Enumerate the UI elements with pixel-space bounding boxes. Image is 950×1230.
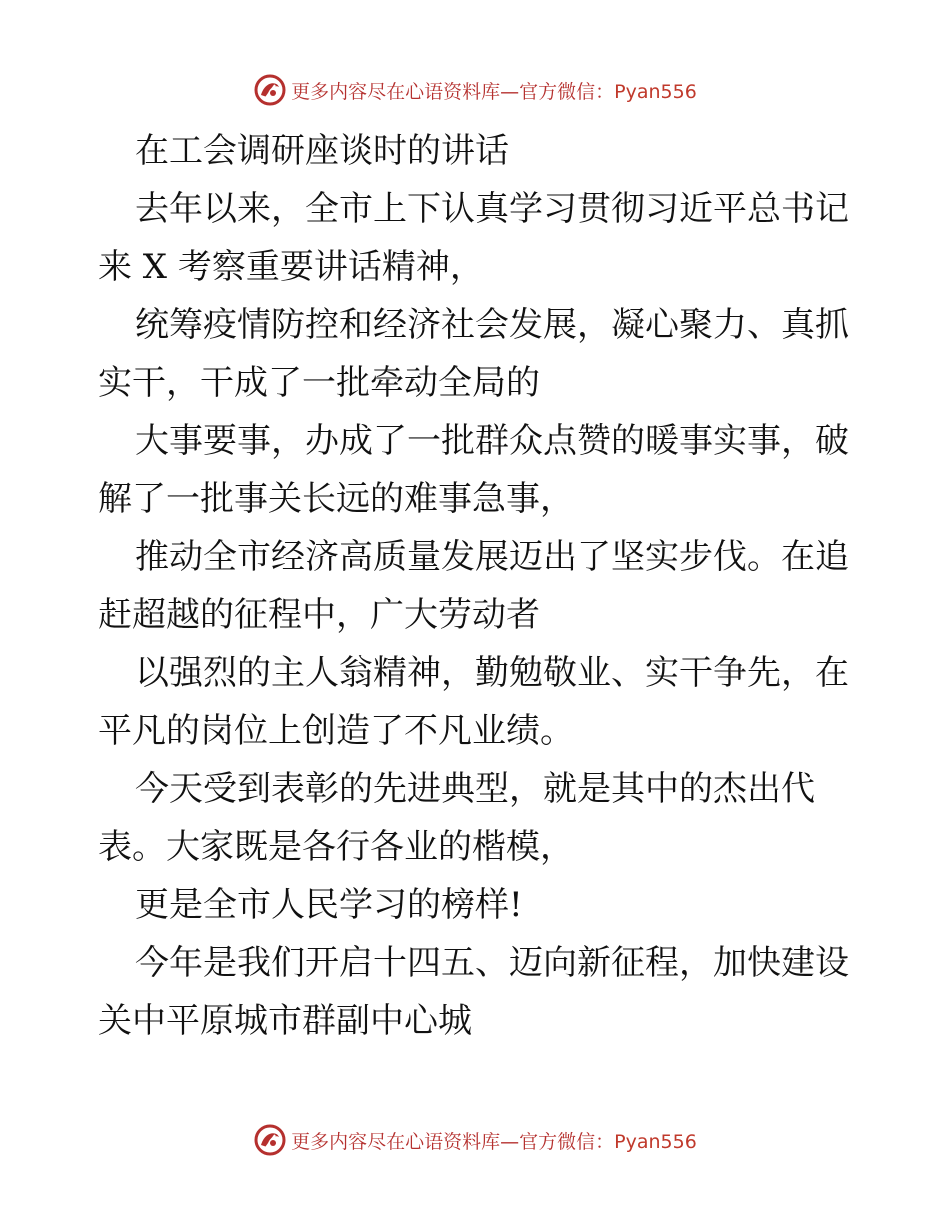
- header-banner: [0, 72, 950, 108]
- paragraph-line: 大事要事，办成了一批群众点赞的暖事实事，破: [135, 421, 849, 461]
- document-title: 在工会调研座谈时的讲话: [135, 131, 509, 171]
- paragraph-line: 关中平原城市群副中心城: [98, 1001, 472, 1041]
- paragraph-line: 以强烈的主人翁精神，勤勉敬业、实干争先，在: [135, 653, 849, 693]
- paragraph-line: 解了一批事关长远的难事急事，: [98, 479, 574, 519]
- footer-banner-label: 更多内容尽在心语资料库—官方微信：: [291, 1130, 615, 1153]
- footer-banner: [0, 1122, 950, 1158]
- paragraph-line: 平凡的岗位上创造了不凡业绩。: [98, 711, 574, 751]
- paragraph-line: 更是全市人民学习的榜样!: [135, 885, 523, 925]
- red-swirl-logo-icon: [253, 73, 287, 107]
- red-swirl-logo-icon: [253, 1123, 287, 1157]
- header-wechat-handle: Pyan556: [614, 80, 697, 103]
- document-body: [98, 122, 858, 1050]
- paragraph-line: 表。大家既是各行各业的楷模，: [98, 827, 574, 867]
- header-banner-text: [291, 77, 697, 104]
- footer-wechat-handle: Pyan556: [614, 1130, 697, 1153]
- paragraph-line: 今年是我们开启十四五、迈向新征程，加快建设: [135, 943, 849, 983]
- footer-banner-text: [291, 1127, 697, 1154]
- paragraph-line: 推动全市经济高质量发展迈出了坚实步伐。在追: [135, 537, 849, 577]
- paragraph-line: 统筹疫情防控和经济社会发展，凝心聚力、真抓: [135, 305, 849, 345]
- paragraph-line: 赶超越的征程中，广大劳动者: [98, 595, 540, 635]
- paragraph-line: 来 X 考察重要讲话精神，: [98, 247, 484, 287]
- paragraph-line: 实干，干成了一批牵动全局的: [98, 363, 540, 403]
- paragraph-line: 今天受到表彰的先进典型，就是其中的杰出代: [135, 769, 815, 809]
- paragraph-line: 去年以来，全市上下认真学习贯彻习近平总书记: [135, 189, 849, 229]
- header-banner-label: 更多内容尽在心语资料库—官方微信：: [291, 80, 615, 103]
